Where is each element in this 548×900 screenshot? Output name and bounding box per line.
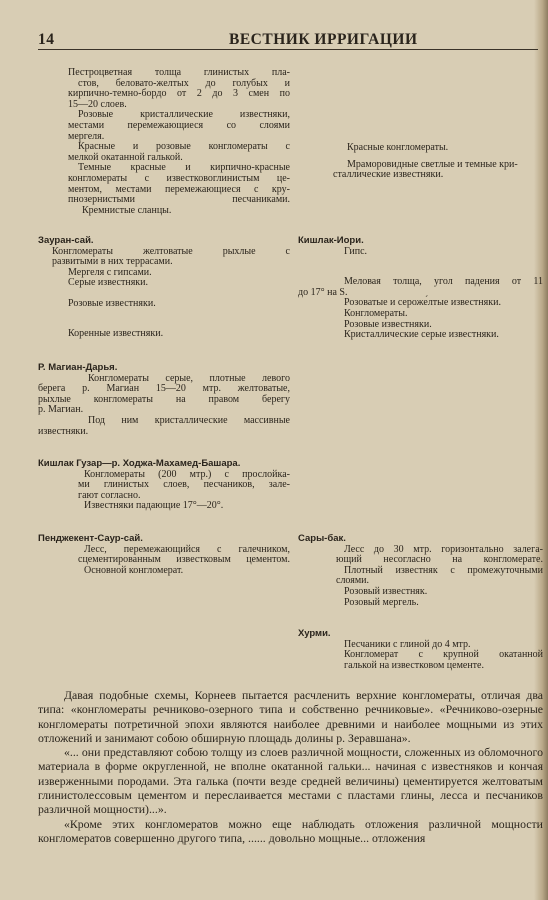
- text-line: сцементированным известковым цементом.: [78, 554, 290, 566]
- section-sary-bak: [298, 534, 543, 608]
- text-line: Розовый известняк.: [344, 585, 428, 597]
- page-number: 14: [38, 31, 55, 48]
- text-line: ми глинистых слоев, песчаников, зале-: [78, 479, 290, 491]
- text-line: галькой на известковом цементе.: [344, 659, 484, 671]
- text-line: Коренные известняки.: [68, 327, 164, 339]
- location-heading: Сары-бак.: [298, 533, 346, 544]
- text-line: гают согласно.: [78, 489, 141, 501]
- location-heading: Кишлак Гузар—р. Ходжа-Махамед-Башара.: [38, 458, 241, 469]
- text-line: ющий несогласно на конгломерате.: [336, 554, 543, 566]
- paragraph: «Кроме этих конгломератов можно еще наблюдать отложения различной мощности конгломератов совершенно другого типа, ...... довольно мощные... отложения: [38, 816, 543, 845]
- text-line: Конгломераты желтоватые рыхлые с: [52, 245, 290, 257]
- text-line: слоями.: [336, 575, 370, 587]
- text-line: Серые известняки.: [68, 277, 149, 289]
- text-line: Красные конгломераты.: [347, 142, 449, 153]
- text-line: р. Магиан.: [38, 404, 84, 416]
- text-line: Известняки падающие 17°—20°.: [84, 500, 224, 512]
- text-line: Кремнистые сланцы.: [82, 204, 172, 216]
- text-line: конгломераты с известковоглинистым це-: [68, 172, 290, 184]
- text-line: Пестроцветная толща глинистых пла-: [68, 67, 290, 78]
- text-line: Песчаники с глиной до 4 мтр.: [344, 638, 471, 650]
- section-top-left: [68, 68, 290, 216]
- text-line: пнозернистыми песчаниками.: [68, 194, 290, 206]
- text-line: Гипс.: [344, 245, 368, 257]
- text-line: Темные красные и кирпично-красные: [78, 162, 290, 174]
- text-line: Конгломераты.: [344, 307, 408, 319]
- text-line: берега р. Магиан 15—20 мтр. желтоватые,: [38, 383, 290, 395]
- text-line: Кристаллические серые известняки.: [344, 329, 499, 341]
- text-line: рыхлые конгломераты на правом берегу: [38, 393, 290, 405]
- text-line: Розовый мергель.: [344, 596, 419, 608]
- section-kishlak-guzar: [38, 459, 290, 512]
- text-line: Основной конгломерат.: [84, 564, 184, 576]
- text-line: Плотный известняк с промежуточными: [344, 564, 543, 576]
- location-heading: Р. Магиан-Дарья.: [38, 362, 118, 373]
- text-line: мергеля.: [68, 130, 105, 142]
- section-top-right: [333, 142, 547, 181]
- text-line: ментом, местами перемежающиеся с кру-: [68, 183, 290, 195]
- text-line: Розовые известняки.: [68, 297, 156, 309]
- text-line: Мергеля с гипсами.: [68, 266, 152, 278]
- section-khurmi: [298, 629, 543, 671]
- section-magian-darya: [38, 363, 290, 437]
- text-line: сталлические известняки.: [333, 169, 444, 181]
- body-text: [38, 688, 543, 845]
- text-line: стов, беловато-желтых до голубых и: [78, 77, 290, 89]
- text-line: Конгломерат с крупной окатанной: [344, 649, 543, 661]
- location-heading: Кишлак-Иори.: [298, 235, 364, 246]
- section-kishlak-iori: [298, 236, 543, 341]
- text-line: Красные и розовые конгломераты с: [78, 141, 290, 153]
- text-line: развитыми в них террасами.: [52, 256, 173, 268]
- location-heading: Зауран-сай.: [38, 235, 94, 246]
- location-heading: Хурми.: [298, 628, 331, 639]
- text-line: кирпично-темно-бордо от 2 до 3 смен по: [68, 88, 290, 100]
- text-line: Лесс до 30 мтр. горизонтально залега-: [344, 543, 543, 555]
- text-line: Меловая толща, угол падения от 11: [344, 276, 543, 288]
- paragraph: «... они представляют собою толщу из слоев различной мощности, сложенных из обломочного материала в форме округленной, не вполне окатанной гальки... начиная с известняков и кончая изверженными породами. Эта галька (почти везде средней величины) цементируется желтоватым глинистолессовым цементом и переслаивается местами с пластами глины, лесса и песчаников различной мощности)...».: [38, 745, 543, 817]
- text-line: мелкой окатанной галькой.: [68, 151, 183, 163]
- text-line: Конгломераты серые, плотные левого: [88, 372, 290, 384]
- text-line: Под ним кристаллические массивные: [88, 414, 290, 426]
- text-line: Розовые кристаллические известняки,: [78, 109, 290, 121]
- text-line: Мраморовидные светлые и темные кри-: [347, 158, 518, 170]
- text-line: Лесс, перемежающийся с галечником,: [84, 543, 290, 555]
- text-line: Розовые известняки.: [344, 318, 432, 330]
- text-line: Розоватые и сероже́лтые известняки.: [344, 297, 501, 309]
- section-penjikent-saur-sai: [38, 534, 290, 576]
- section-zauran-sai: [38, 236, 290, 339]
- paragraph: Давая подобные схемы, Корнеев пытается расчленить верхние конгломераты, отличая два типа: «конгломераты речниково-озерного типа и собственно речниковые». «Речниково-озерные конгломераты потретичной эпохи являются наиболее древними и наиболее мощными из этих отложений и занимают собою обширную площадь долины р. Зеравшана».: [38, 688, 543, 745]
- text-line: Конгломераты (200 мтр.) с прослойка-: [84, 468, 290, 480]
- text-line: 15—20 слоев.: [68, 98, 127, 110]
- text-line: местами перемежающиеся со слоями: [68, 119, 290, 131]
- text-line: известняки.: [38, 425, 89, 437]
- location-heading: Пенджекент-Саур-сай.: [38, 533, 143, 544]
- text-line: до 17° на S.: [298, 286, 348, 298]
- journal-title: ВЕСТНИК ИРРИГАЦИИ: [229, 31, 418, 48]
- header-rule: [38, 49, 538, 50]
